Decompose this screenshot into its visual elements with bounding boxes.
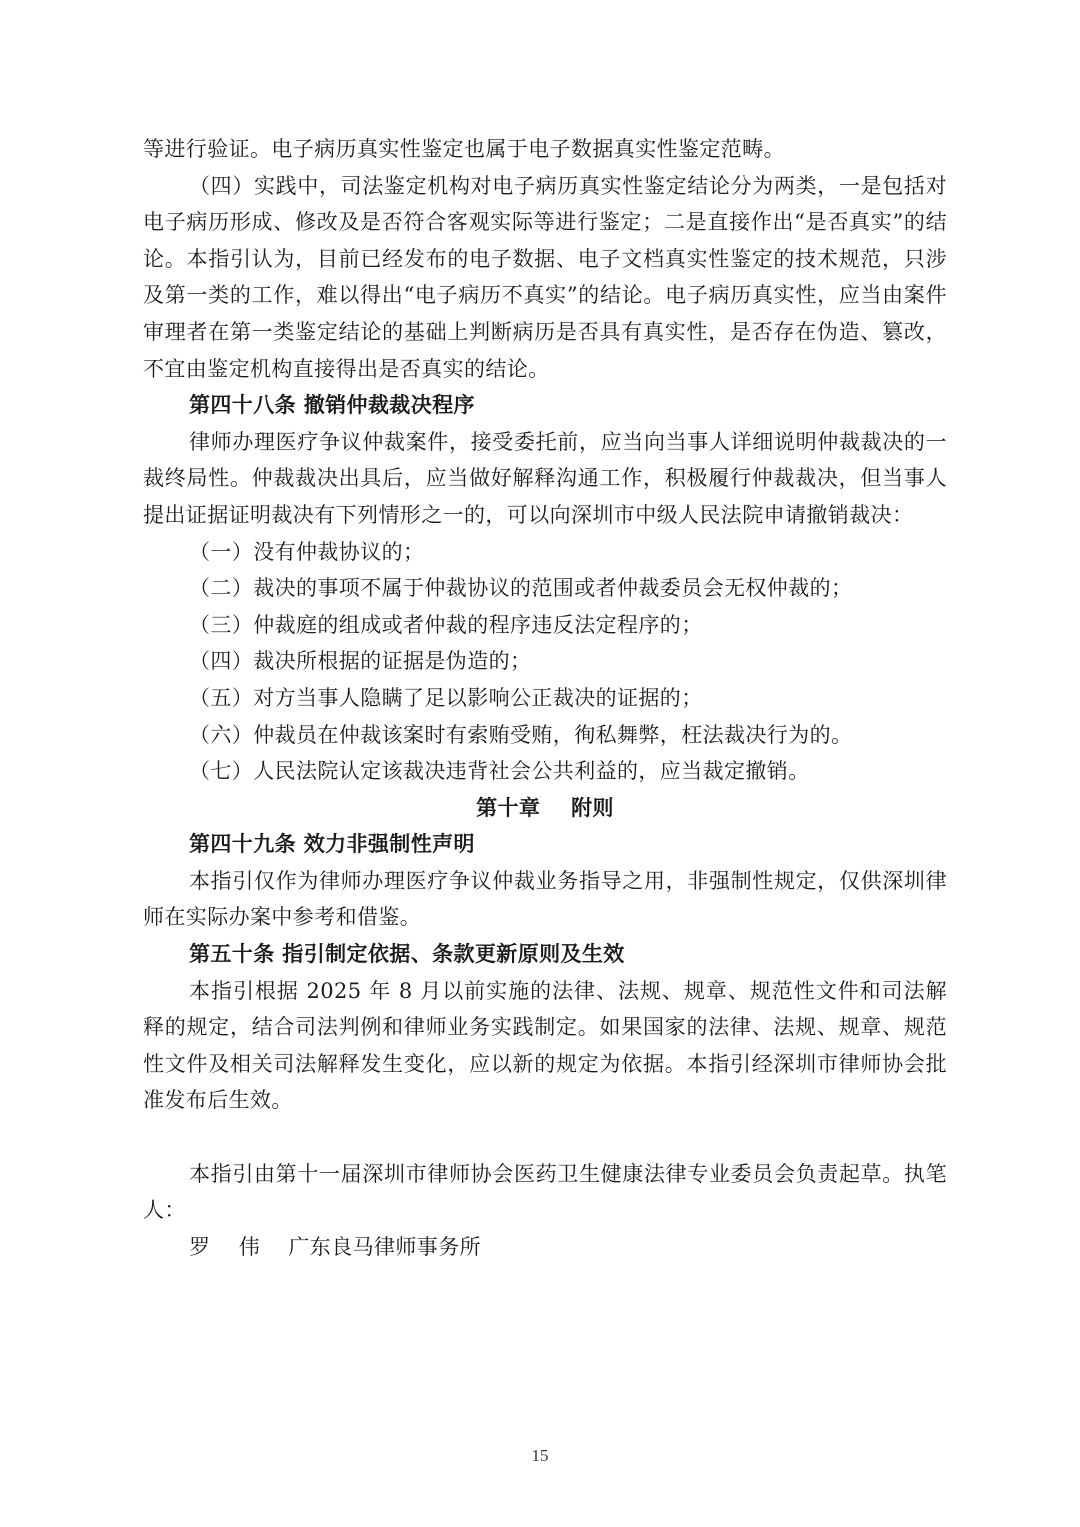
paragraph: （四）实践中，司法鉴定机构对电子病历真实性鉴定结论分为两类，一是包括对电子病历形成、修改及是否符合客观实际等进行鉴定；二是直接作出“是否真实”的结论。本指引认为，目前已经发布的电子数据、电子文档真实性鉴定的技术规范，只涉及第一类的工作，难以得出“电子病历不真实”的结论。电子病历真实性，应当由案件审理者在第一类鉴定结论的基础上判断病历是否具有真实性，是否存在伪造、篡改，不宜由鉴定机构直接得出是否真实的结论。	[143, 173, 947, 381]
paragraph: 本指引仅作为律师办理医疗争议仲裁业务指导之用，非强制性规定，仅供深圳律师在实际办案中参考和借鉴。	[143, 868, 947, 930]
page-number: 15	[531, 1446, 549, 1465]
article-heading: 第四十八条 撤销仲裁裁决程序	[189, 392, 475, 418]
list-item: （三）仲裁庭的组成或者仲裁的程序违反法定程序的；	[189, 612, 703, 637]
blank-line	[143, 1119, 947, 1156]
list-item: （五）对方当事人隐瞒了足以影响公正裁决的证据的；	[189, 685, 703, 710]
paragraph: 等进行验证。电子病历真实性鉴定也属于电子数据真实性鉴定范畴。	[143, 137, 785, 161]
drafting-note: 本指引由第十一届深圳市律师协会医药卫生健康法律专业委员会负责起草。执笔人：	[143, 1161, 947, 1223]
list-item: （四）裁决所根据的证据是伪造的；	[189, 649, 532, 674]
list-item: （二）裁决的事项不属于仲裁协议的范围或者仲裁委员会无权仲裁的；	[189, 576, 853, 601]
article-heading: 第五十条 指引制定依据、条款更新原则及生效	[189, 941, 625, 967]
list-item: （一）没有仲裁协议的；	[189, 539, 425, 564]
author-line: 罗 伟 广东良马律师事务所	[189, 1234, 482, 1259]
article-heading: 第四十九条 效力非强制性声明	[189, 831, 475, 857]
list-item: （七）人民法院认定该裁决违背社会公共利益的，应当裁定撤销。	[189, 759, 810, 784]
chapter-title: 第十章 附则	[476, 794, 614, 820]
paragraph: 本指引根据 2025 年 8 月以前实施的法律、法规、规章、规范性文件和司法解释的规定，结合司法判例和律师业务实践制定。如果国家的法律、法规、规章、规范性文件及相关司法解释发生变化，应以新的规定为依据。本指引经深圳市律师协会批准发布后生效。	[143, 978, 947, 1113]
list-item: （六）仲裁员在仲裁该案时有索贿受贿，徇私舞弊，枉法裁决行为的。	[189, 722, 853, 747]
paragraph: 律师办理医疗争议仲裁案件，接受委托前，应当向当事人详细说明仲裁裁决的一裁终局性。仲裁裁决出具后，应当做好解释沟通工作，积极履行仲裁裁决，但当事人提出证据证明裁决有下列情形之一的，可以向深圳市中级人民法院申请撤销裁决：	[143, 429, 947, 527]
document-body	[143, 131, 947, 1265]
